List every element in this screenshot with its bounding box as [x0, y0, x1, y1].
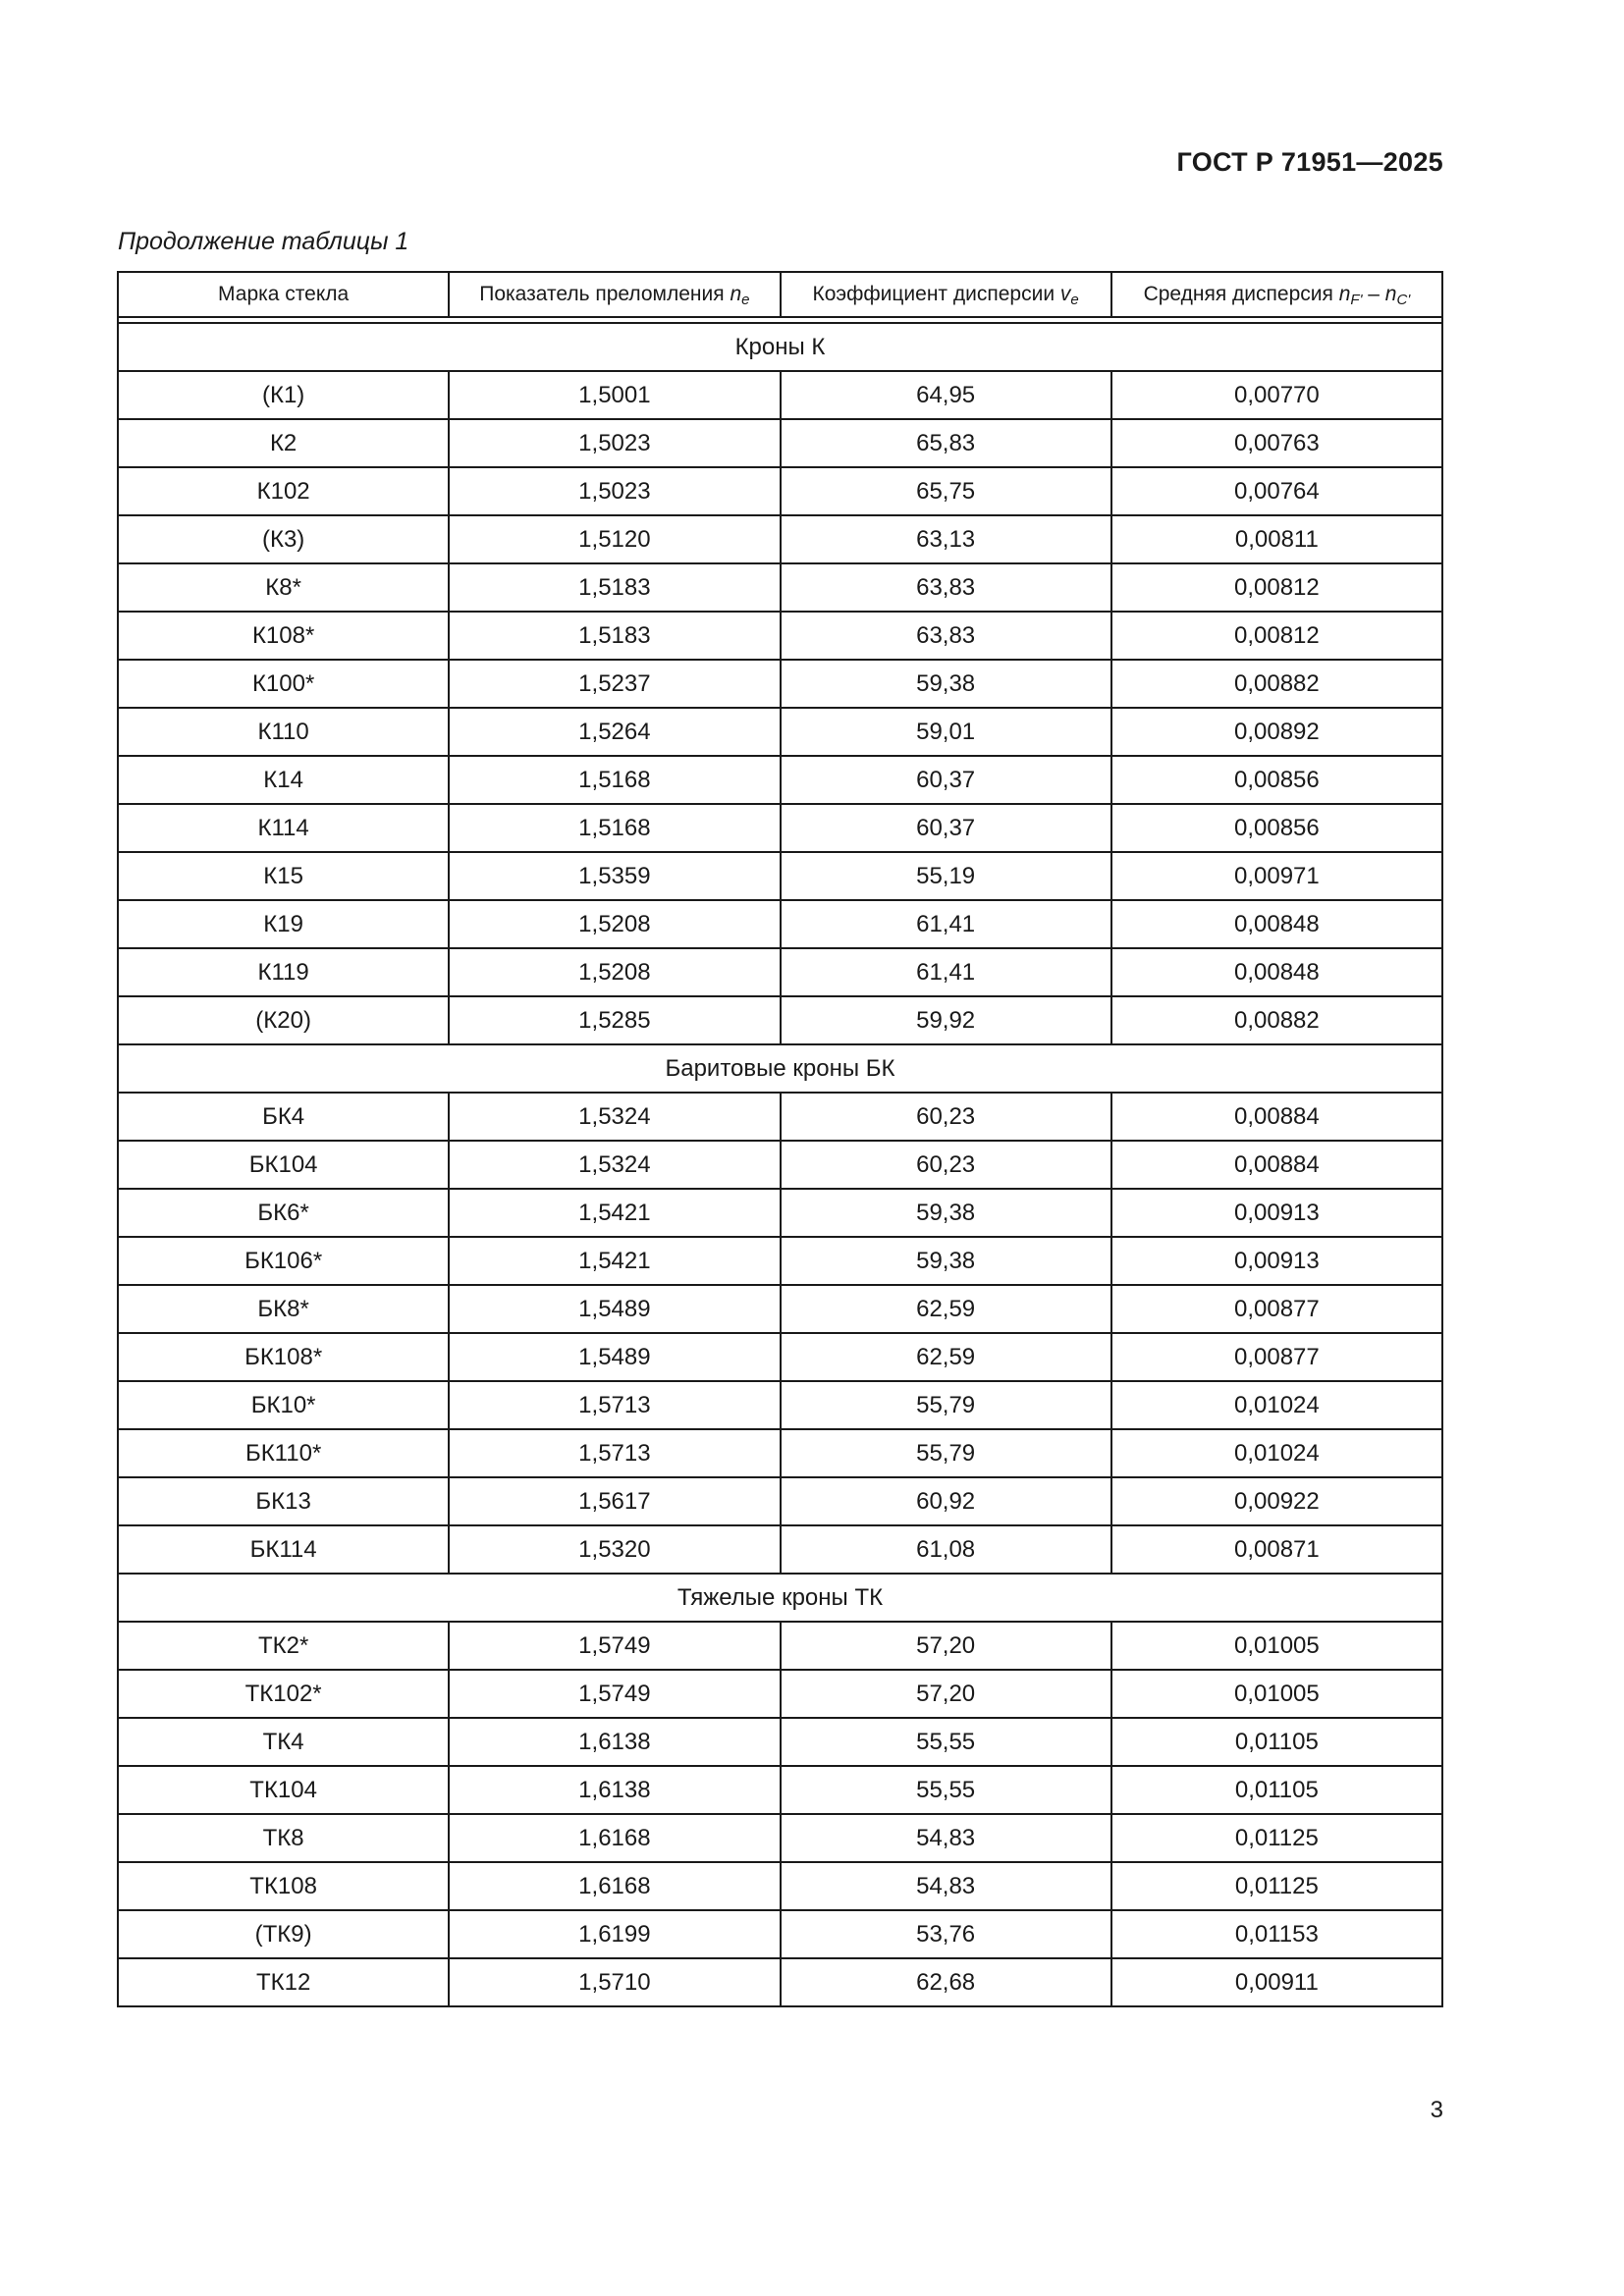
dispersion-coefficient-cell: 57,20: [781, 1670, 1111, 1718]
table-row: [118, 419, 1442, 467]
table-row: [118, 1333, 1442, 1381]
glass-grade-cell: ТК2*: [118, 1622, 449, 1670]
mean-dispersion-cell: 0,01105: [1111, 1718, 1442, 1766]
glass-grade-cell: К110: [118, 708, 449, 756]
glass-grade-cell: ТК102*: [118, 1670, 449, 1718]
glass-grade-cell: К8*: [118, 563, 449, 612]
table-row: [118, 804, 1442, 852]
refractive-index-cell: 1,5421: [449, 1237, 780, 1285]
mean-dispersion-cell: 0,00913: [1111, 1189, 1442, 1237]
dispersion-coefficient-cell: 54,83: [781, 1862, 1111, 1910]
glass-grade-cell: БК104: [118, 1141, 449, 1189]
glass-grade-cell: БК10*: [118, 1381, 449, 1429]
glass-grade-cell: БК6*: [118, 1189, 449, 1237]
mean-dispersion-cell: 0,00848: [1111, 948, 1442, 996]
refractive-index-cell: 1,5237: [449, 660, 780, 708]
glass-grade-cell: ТК4: [118, 1718, 449, 1766]
mean-dispersion-cell: 0,00811: [1111, 515, 1442, 563]
dispersion-coefficient-cell: 62,59: [781, 1333, 1111, 1381]
section-title: Баритовые кроны БК: [118, 1044, 1442, 1093]
dispersion-coefficient-cell: 62,68: [781, 1958, 1111, 2006]
refractive-index-cell: 1,5168: [449, 756, 780, 804]
glass-grade-cell: БК108*: [118, 1333, 449, 1381]
mean-dispersion-cell: 0,00871: [1111, 1525, 1442, 1574]
glass-grade-cell: (К20): [118, 996, 449, 1044]
table-row: [118, 515, 1442, 563]
table-row: [118, 1189, 1442, 1237]
refractive-index-cell: 1,5324: [449, 1141, 780, 1189]
dispersion-coefficient-cell: 63,83: [781, 612, 1111, 660]
dispersion-coefficient-cell: 65,83: [781, 419, 1111, 467]
table-row: [118, 1525, 1442, 1574]
table-row: [118, 1814, 1442, 1862]
dispersion-coefficient-cell: 59,38: [781, 660, 1111, 708]
glass-grade-cell: (К1): [118, 371, 449, 419]
table-caption: Продолжение таблицы 1: [118, 228, 409, 255]
refractive-index-cell: 1,5023: [449, 419, 780, 467]
glass-grade-cell: БК13: [118, 1477, 449, 1525]
refractive-index-cell: 1,5749: [449, 1670, 780, 1718]
table-row: [118, 612, 1442, 660]
glass-grade-cell: ТК12: [118, 1958, 449, 2006]
dispersion-coefficient-cell: 62,59: [781, 1285, 1111, 1333]
glass-grade-cell: БК106*: [118, 1237, 449, 1285]
mean-dispersion-cell: 0,01125: [1111, 1862, 1442, 1910]
dispersion-coefficient-cell: 60,37: [781, 756, 1111, 804]
refractive-index-cell: 1,5749: [449, 1622, 780, 1670]
glass-grade-cell: ТК108: [118, 1862, 449, 1910]
glass-grade-cell: К19: [118, 900, 449, 948]
table-row: [118, 1670, 1442, 1718]
col-header-glass-grade: Марка стекла: [118, 272, 449, 317]
mean-dispersion-cell: 0,00884: [1111, 1141, 1442, 1189]
refractive-index-cell: 1,5489: [449, 1285, 780, 1333]
refractive-index-cell: 1,5183: [449, 563, 780, 612]
refractive-index-cell: 1,6138: [449, 1718, 780, 1766]
dispersion-coefficient-cell: 59,38: [781, 1237, 1111, 1285]
dispersion-coefficient-cell: 61,41: [781, 900, 1111, 948]
glass-grade-cell: К15: [118, 852, 449, 900]
refractive-index-cell: 1,5168: [449, 804, 780, 852]
document-code: ГОСТ Р 71951—2025: [1176, 147, 1443, 177]
table-row: [118, 1285, 1442, 1333]
glass-grade-cell: К102: [118, 467, 449, 515]
mean-dispersion-cell: 0,01125: [1111, 1814, 1442, 1862]
table-row: [118, 1093, 1442, 1141]
refractive-index-cell: 1,5208: [449, 900, 780, 948]
col-header-refractive-index: Показатель преломления $n_e$: [449, 272, 780, 317]
dispersion-coefficient-cell: 64,95: [781, 371, 1111, 419]
dispersion-coefficient-cell: 60,23: [781, 1141, 1111, 1189]
refractive-index-cell: 1,6138: [449, 1766, 780, 1814]
mean-dispersion-cell: 0,00764: [1111, 467, 1442, 515]
dispersion-coefficient-cell: 53,76: [781, 1910, 1111, 1958]
mean-dispersion-cell: 0,00911: [1111, 1958, 1442, 2006]
table-row: [118, 1429, 1442, 1477]
refractive-index-cell: 1,5713: [449, 1429, 780, 1477]
mean-dispersion-cell: 0,01024: [1111, 1429, 1442, 1477]
dispersion-coefficient-cell: 55,19: [781, 852, 1111, 900]
mean-dispersion-cell: 0,01024: [1111, 1381, 1442, 1429]
dispersion-coefficient-cell: 59,38: [781, 1189, 1111, 1237]
mean-dispersion-cell: 0,00882: [1111, 996, 1442, 1044]
mean-dispersion-cell: 0,00922: [1111, 1477, 1442, 1525]
mean-dispersion-cell: 0,00882: [1111, 660, 1442, 708]
glass-grade-cell: БК8*: [118, 1285, 449, 1333]
mean-dispersion-cell: 0,00877: [1111, 1285, 1442, 1333]
mean-dispersion-cell: 0,00884: [1111, 1093, 1442, 1141]
table-row: [118, 1766, 1442, 1814]
refractive-index-cell: 1,5713: [449, 1381, 780, 1429]
mean-dispersion-cell: 0,00913: [1111, 1237, 1442, 1285]
refractive-index-cell: 1,6168: [449, 1862, 780, 1910]
mean-dispersion-cell: 0,00856: [1111, 756, 1442, 804]
refractive-index-cell: 1,5183: [449, 612, 780, 660]
glass-grade-cell: К100*: [118, 660, 449, 708]
table-row: [118, 371, 1442, 419]
col-header-mean-dispersion: Средняя дисперсия $n_{F'} - n_{C'}$: [1111, 272, 1442, 317]
mean-dispersion-cell: 0,00971: [1111, 852, 1442, 900]
table-row: [118, 708, 1442, 756]
dispersion-coefficient-cell: 59,01: [781, 708, 1111, 756]
dispersion-coefficient-cell: 54,83: [781, 1814, 1111, 1862]
glass-grade-cell: ТК104: [118, 1766, 449, 1814]
table-row: [118, 1862, 1442, 1910]
section-header-row: [118, 1044, 1442, 1093]
mean-dispersion-cell: 0,00763: [1111, 419, 1442, 467]
mean-dispersion-cell: 0,00848: [1111, 900, 1442, 948]
refractive-index-cell: 1,5285: [449, 996, 780, 1044]
glass-grade-cell: (ТК9): [118, 1910, 449, 1958]
dispersion-coefficient-cell: 60,92: [781, 1477, 1111, 1525]
refractive-index-cell: 1,5264: [449, 708, 780, 756]
dispersion-coefficient-cell: 55,55: [781, 1718, 1111, 1766]
refractive-index-cell: 1,5023: [449, 467, 780, 515]
mean-dispersion-cell: 0,00770: [1111, 371, 1442, 419]
refractive-index-cell: 1,6199: [449, 1910, 780, 1958]
mean-dispersion-cell: 0,00812: [1111, 612, 1442, 660]
page-number: 3: [1430, 2097, 1443, 2123]
col-header-dispersion-coefficient: Коэффициент дисперсии $v_e$: [781, 272, 1111, 317]
glass-grade-cell: К114: [118, 804, 449, 852]
glass-grade-cell: БК4: [118, 1093, 449, 1141]
dispersion-coefficient-cell: 59,92: [781, 996, 1111, 1044]
table-row: [118, 467, 1442, 515]
dispersion-coefficient-cell: 55,79: [781, 1429, 1111, 1477]
mean-dispersion-cell: 0,00892: [1111, 708, 1442, 756]
table-row: [118, 756, 1442, 804]
section-header-row: [118, 1574, 1442, 1622]
glass-grade-cell: К119: [118, 948, 449, 996]
dispersion-coefficient-cell: 63,83: [781, 563, 1111, 612]
dispersion-coefficient-cell: 60,23: [781, 1093, 1111, 1141]
glass-grade-cell: К108*: [118, 612, 449, 660]
mean-dispersion-cell: 0,00856: [1111, 804, 1442, 852]
table-row: [118, 1910, 1442, 1958]
table-row: [118, 1381, 1442, 1429]
dispersion-coefficient-cell: 61,41: [781, 948, 1111, 996]
dispersion-coefficient-cell: 55,55: [781, 1766, 1111, 1814]
table-row: [118, 1622, 1442, 1670]
dispersion-coefficient-cell: 55,79: [781, 1381, 1111, 1429]
table-row: [118, 1141, 1442, 1189]
refractive-index-cell: 1,5324: [449, 1093, 780, 1141]
section-title: Кроны К: [118, 323, 1442, 371]
table-row: [118, 563, 1442, 612]
table-row: [118, 1237, 1442, 1285]
refractive-index-cell: 1,5120: [449, 515, 780, 563]
table-row: [118, 660, 1442, 708]
refractive-index-cell: 1,5617: [449, 1477, 780, 1525]
mean-dispersion-cell: 0,00812: [1111, 563, 1442, 612]
table-row: [118, 900, 1442, 948]
section-title: Тяжелые кроны ТК: [118, 1574, 1442, 1622]
dispersion-coefficient-cell: 57,20: [781, 1622, 1111, 1670]
refractive-index-cell: 1,5320: [449, 1525, 780, 1574]
table-row: [118, 948, 1442, 996]
table-body: [118, 323, 1442, 2006]
glass-grade-cell: БК114: [118, 1525, 449, 1574]
table-row: [118, 1477, 1442, 1525]
glass-properties-table: [117, 271, 1443, 2007]
refractive-index-cell: 1,6168: [449, 1814, 780, 1862]
mean-dispersion-cell: 0,01105: [1111, 1766, 1442, 1814]
glass-grade-cell: БК110*: [118, 1429, 449, 1477]
mean-dispersion-cell: 0,00877: [1111, 1333, 1442, 1381]
glass-grade-cell: К2: [118, 419, 449, 467]
table-row: [118, 1718, 1442, 1766]
mean-dispersion-cell: 0,01153: [1111, 1910, 1442, 1958]
dispersion-coefficient-cell: 63,13: [781, 515, 1111, 563]
glass-grade-cell: К14: [118, 756, 449, 804]
glass-grade-cell: (К3): [118, 515, 449, 563]
glass-grade-cell: ТК8: [118, 1814, 449, 1862]
refractive-index-cell: 1,5710: [449, 1958, 780, 2006]
mean-dispersion-cell: 0,01005: [1111, 1622, 1442, 1670]
table-header: [118, 272, 1442, 323]
refractive-index-cell: 1,5489: [449, 1333, 780, 1381]
section-header-row: [118, 323, 1442, 371]
mean-dispersion-cell: 0,01005: [1111, 1670, 1442, 1718]
dispersion-coefficient-cell: 60,37: [781, 804, 1111, 852]
refractive-index-cell: 1,5421: [449, 1189, 780, 1237]
dispersion-coefficient-cell: 65,75: [781, 467, 1111, 515]
dispersion-coefficient-cell: 61,08: [781, 1525, 1111, 1574]
refractive-index-cell: 1,5208: [449, 948, 780, 996]
table-row: [118, 1958, 1442, 2006]
table-row: [118, 852, 1442, 900]
refractive-index-cell: 1,5001: [449, 371, 780, 419]
refractive-index-cell: 1,5359: [449, 852, 780, 900]
table-row: [118, 996, 1442, 1044]
